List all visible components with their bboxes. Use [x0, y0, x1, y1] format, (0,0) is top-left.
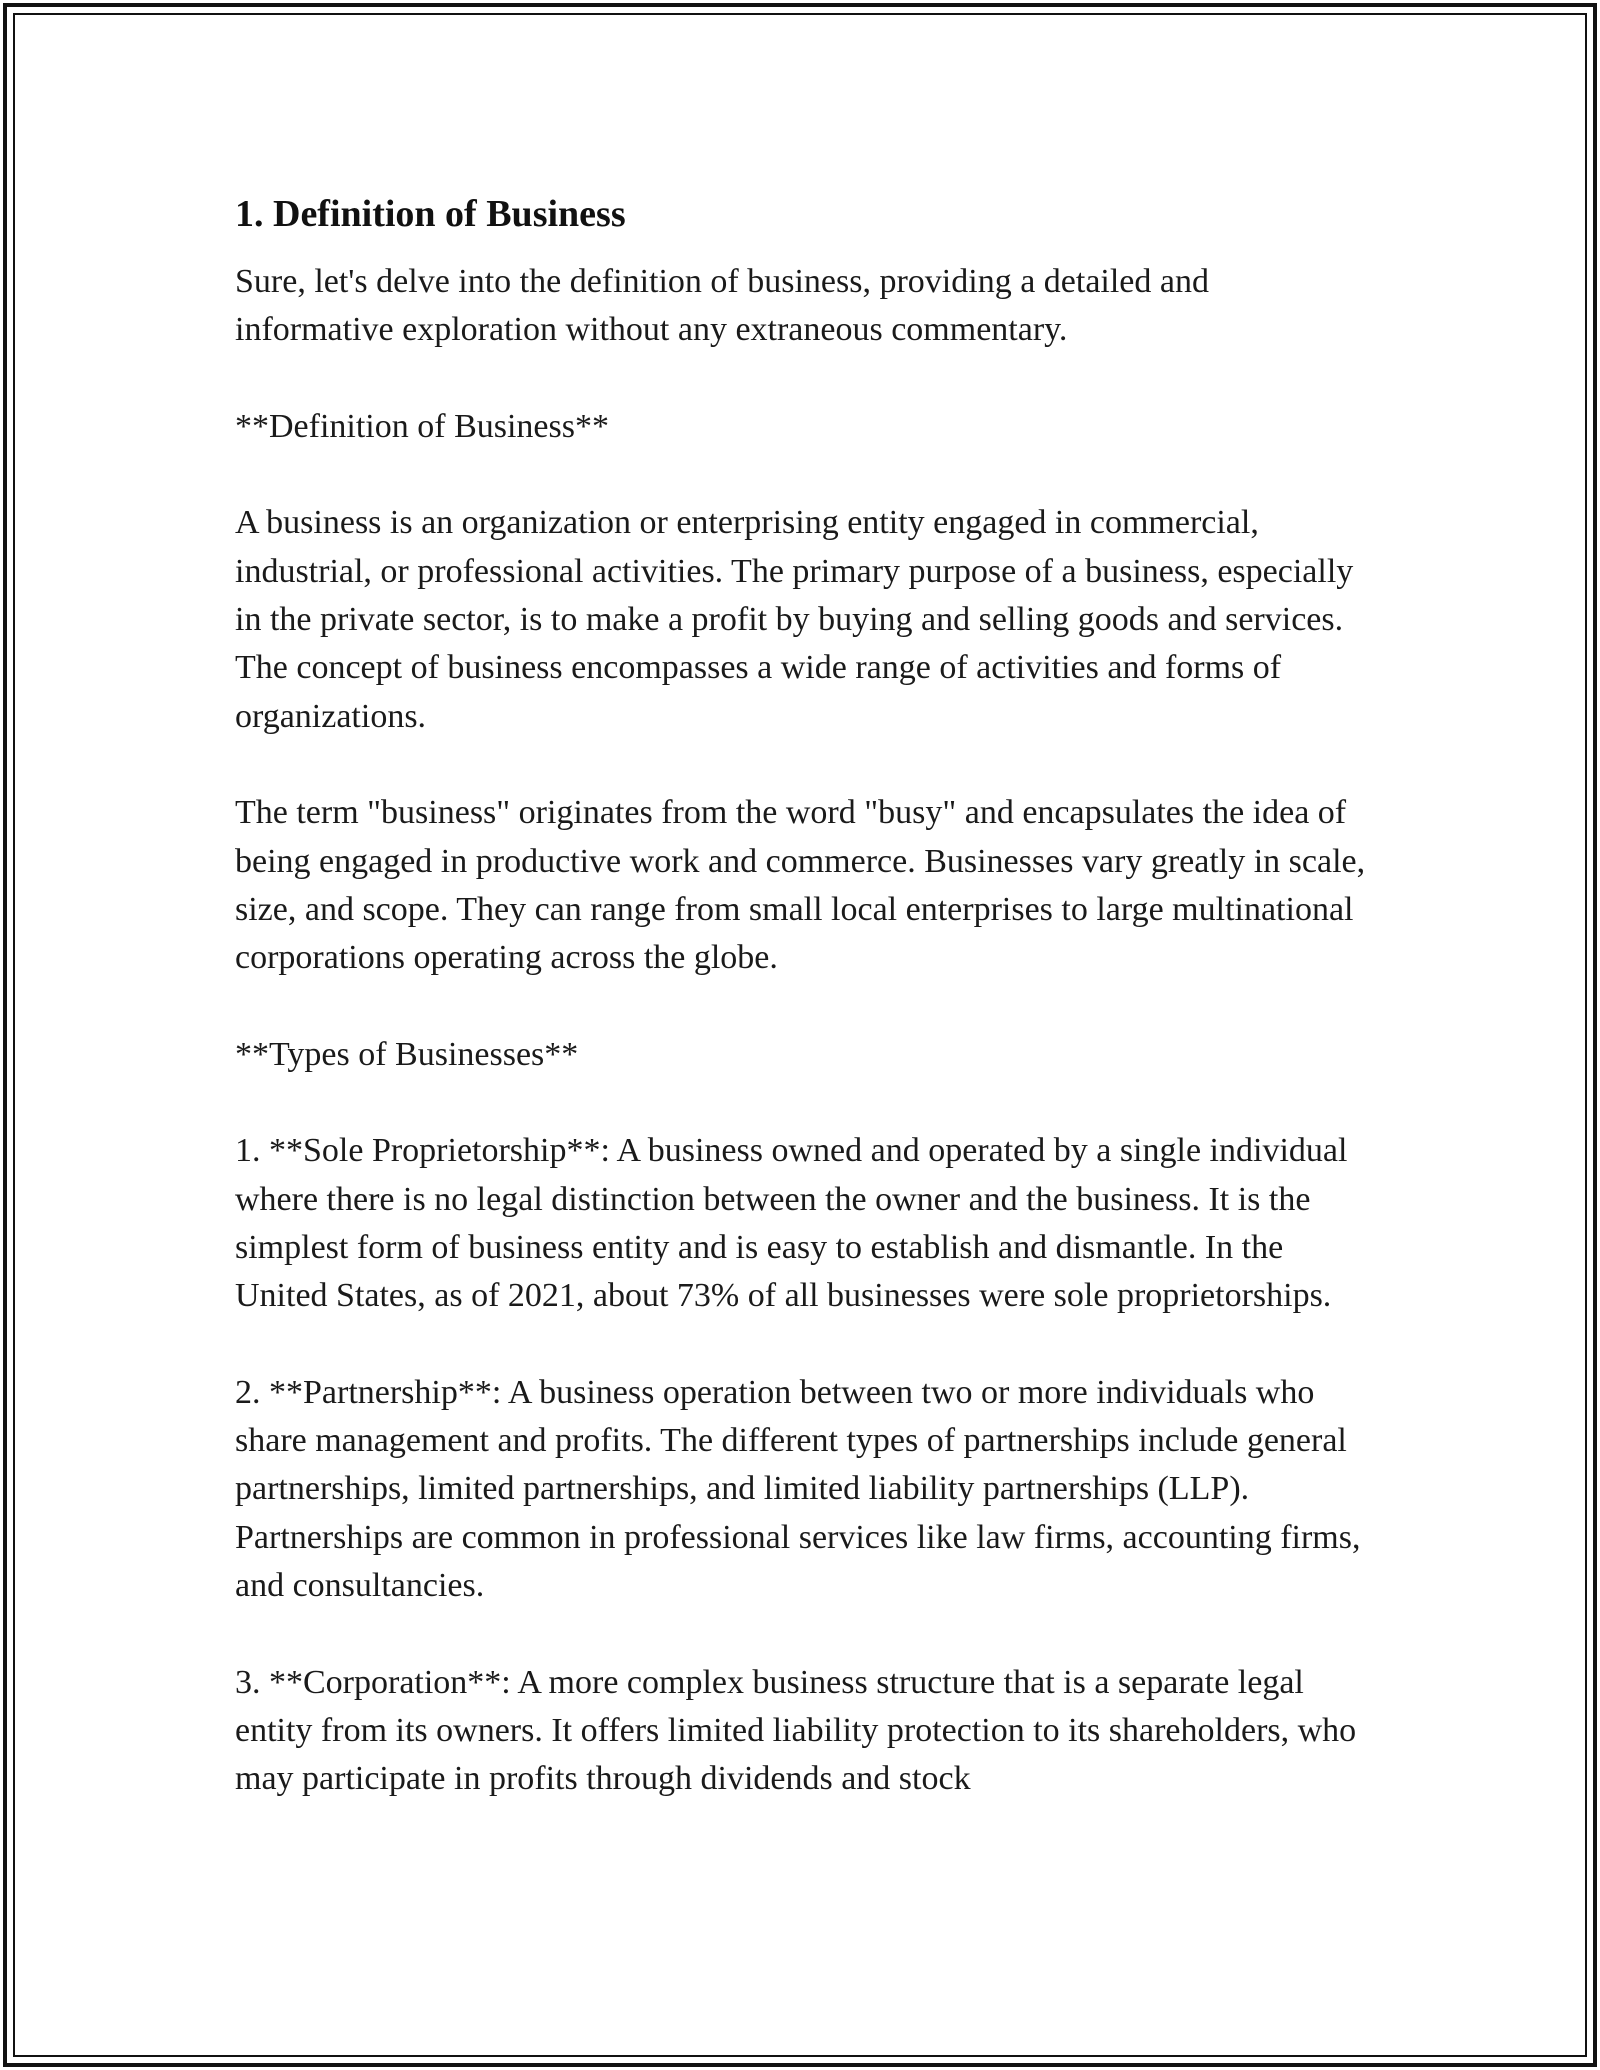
definition-paragraph: A business is an organization or enterprising entity engaged in commercial, industrial, or professional activities. The primary purpose of a business, especially in the private sector, is to make a profit by buying and selling goods and services. The concept of business encompasses a wide range of activities and forms of organizations. [235, 504, 1354, 735]
etymology-paragraph: The term "business" originates from the word "busy" and encapsulates the idea of being engaged in productive work and commerce. Businesses vary greatly in scale, size, and scope. They can range from small local enterprises to large multinational corporations operating across the globe. [235, 794, 1366, 977]
subheading-definition: **Definition of Business** [235, 407, 609, 445]
document-body [235, 185, 1375, 1804]
list-item-partnership: 2. **Partnership**: A business operation between two or more individuals who share management and profits. The different types of partnerships include general partnerships, limited partnerships, and limited liability partnerships (LLP). Partnerships are common in professional services like law firms, accounting firms, and consultancies. [235, 1373, 1361, 1605]
section-heading: 1. Definition of Business [235, 193, 626, 235]
list-item-sole-proprietorship: 1. **Sole Proprietorship**: A business owned and operated by a single individual where there is no legal distinction between the owner and the business. It is the simplest form of business entity and is easy to establish and dismantle. In the United States, as of 2021, about 73% of all businesses were sole proprietorships. [235, 1132, 1348, 1315]
list-item-corporation: 3. **Corporation**: A more complex business structure that is a separate legal entity from its owners. It offers limited liability protection to its shareholders, who may participate in profits through dividends and stock [235, 1663, 1357, 1798]
intro-paragraph: Sure, let's delve into the definition of business, providing a detailed and informative exploration without any extraneous commentary. [235, 263, 1209, 349]
subheading-types: **Types of Businesses** [235, 1035, 579, 1073]
